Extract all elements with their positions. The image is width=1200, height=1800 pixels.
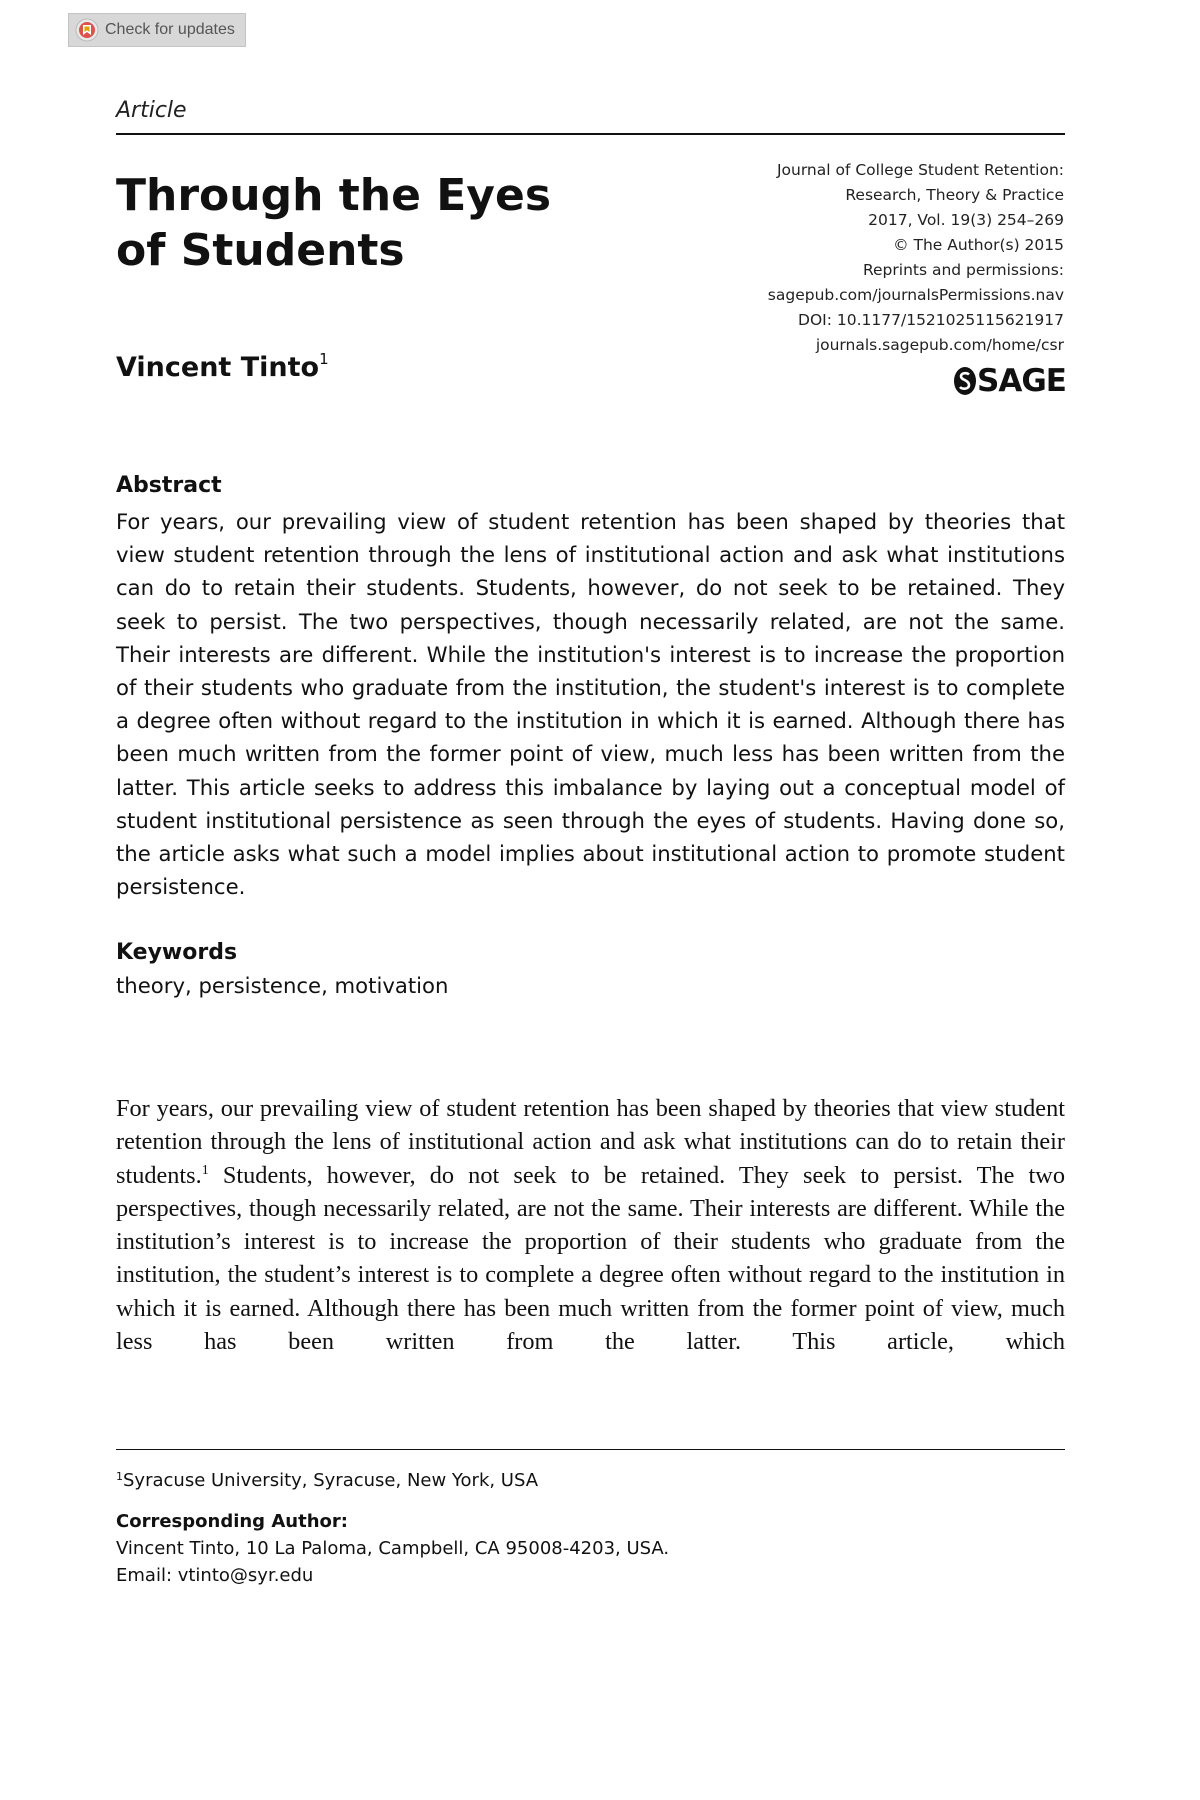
journal-volume: 2017, Vol. 19(3) 254–269	[868, 211, 1064, 229]
journal-name-line1: Journal of College Student Retention:	[776, 161, 1064, 179]
author-name	[116, 352, 329, 383]
footnote-rule	[116, 1449, 1065, 1450]
check-for-updates-label: Check for updates	[105, 21, 235, 38]
article-type-label: Article	[116, 98, 187, 123]
sage-s-icon	[953, 366, 977, 396]
affiliation-footnote	[116, 1470, 538, 1491]
body-footnote-marker[interactable]: 1	[201, 1162, 209, 1178]
corresponding-author-address: Vincent Tinto, 10 La Paloma, Campbell, CA 95008-4203, USA.	[116, 1538, 670, 1559]
journal-doi[interactable]: DOI: 10.1177/1521025115621917	[798, 311, 1064, 329]
check-updates-icon	[75, 18, 99, 42]
check-for-updates-button[interactable]	[68, 13, 246, 47]
author-affiliation-marker: 1	[319, 350, 329, 368]
sage-logo	[953, 363, 1066, 399]
title-line-1: Through the Eyes	[116, 170, 552, 221]
abstract-text: For years, our prevailing view of student retention has been shaped by theories that view student retention through the lens of institutional action and ask what institutions can do to retain their students. Students, however, do not seek to be retained. They seek to persist. The two perspectives, though necessarily related, are not the same. Their interests are different. While the institution's interest is to increase the proportion of their students who graduate from the institution, the student's interest is to complete a degree often without regard to the institution in which it is earned. Although there has been much written from the former point of view, much less has been written from the latter. This article seeks to address this imbalance by laying out a conceptual model of student institutional persistence as seen through the eyes of students. Having done so, the article asks what such a model implies about institutional action to promote student persistence.	[116, 509, 1065, 900]
abstract-heading: Abstract	[116, 473, 222, 498]
journal-copyright: © The Author(s) 2015	[893, 236, 1064, 254]
journal-reprints: Reprints and permissions:	[862, 261, 1064, 279]
header-rule	[116, 133, 1065, 135]
corresponding-author-email[interactable]: Email: vtinto@syr.edu	[116, 1565, 314, 1586]
affiliation-marker: 1	[116, 1470, 123, 1483]
body-text-part2: Students, however, do not seek to be retained. They seek to persist. The two perspectives, though necessarily related, are not the same. Their interests are different. While the institution’s interest is to increase the proportion of their students who graduate from the institution, the student’s interest is to complete a degree often without regard to the institution in which it is earned. Although there has been much written from the former point of view, much less has been written from the latter. This article, which	[116, 1161, 1065, 1356]
journal-home-link[interactable]: journals.sagepub.com/home/csr	[815, 336, 1064, 354]
affiliation-text: Syracuse University, Syracuse, New York, USA	[123, 1470, 539, 1491]
title-line-2: of Students	[116, 225, 405, 276]
keywords-text: theory, persistence, motivation	[116, 973, 449, 998]
body-paragraph	[116, 1092, 1065, 1358]
corresponding-author-heading: Corresponding Author:	[116, 1511, 348, 1532]
journal-info	[644, 158, 1064, 358]
body-text-part1: For years, our prevailing view of student retention has been shaped by theories that view student retention through the lens of institutional action and ask what institutions can do to retain their students.	[116, 1095, 1065, 1189]
author-name-text: Vincent Tinto	[116, 352, 320, 383]
journal-name-line2: Research, Theory & Practice	[845, 186, 1064, 204]
sage-logo-text: SAGE	[977, 363, 1066, 399]
keywords-heading: Keywords	[116, 940, 238, 965]
article-title	[116, 168, 596, 278]
journal-permissions-link[interactable]: sagepub.com/journalsPermissions.nav	[767, 286, 1064, 304]
